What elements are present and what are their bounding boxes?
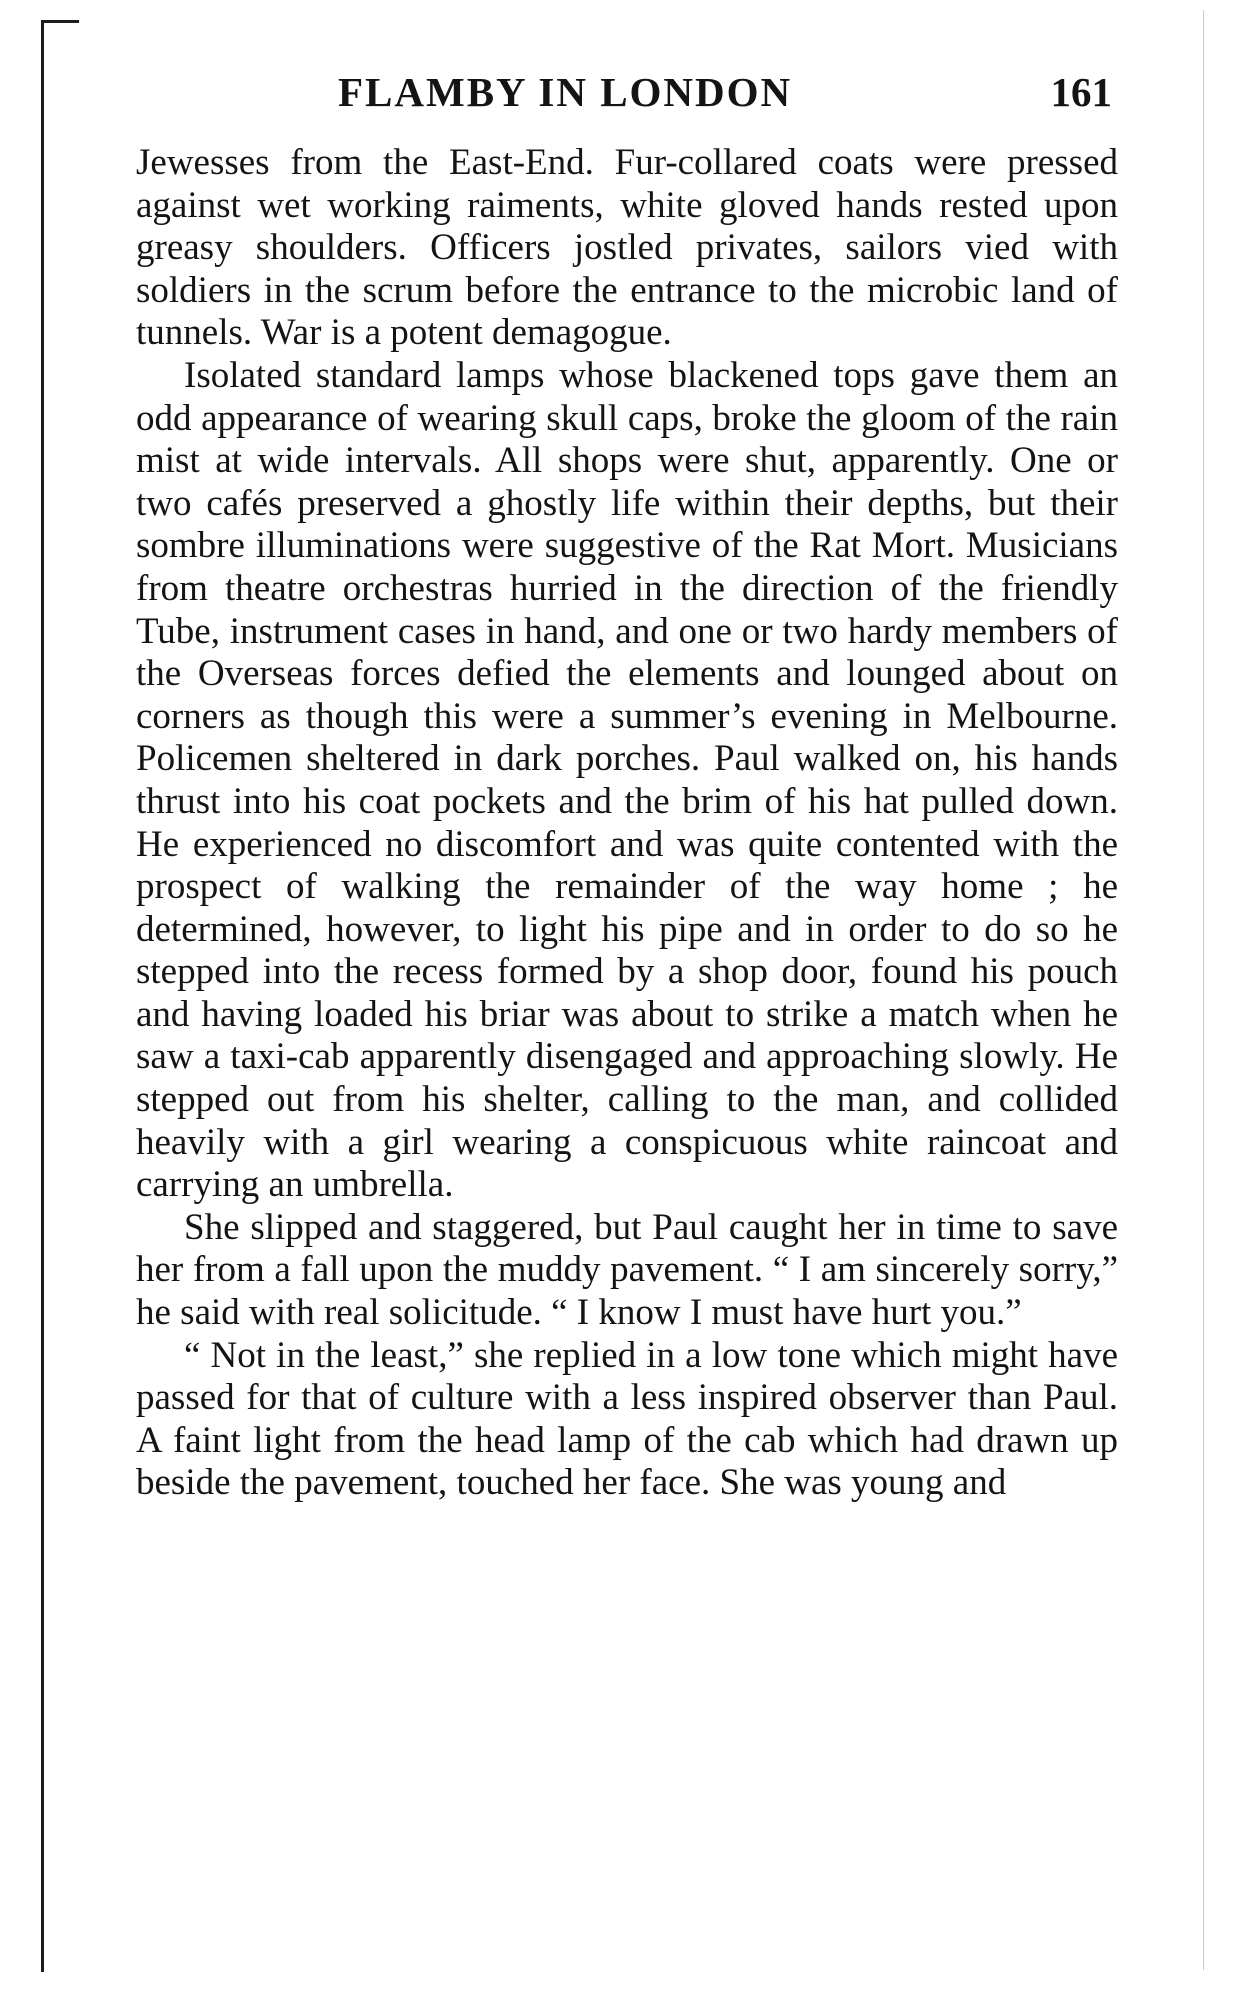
paragraph: Jewesses from the East-End. Fur-collared coats were pressed against wet working raiments, white gloved hands rested upon greasy shoulders. Officers jostled privates, sailors vied with soldiers in the scrum before the entrance to the microbic land of tunnels. War is a potent demagogue. <box>136 142 1118 354</box>
scan-edge-left <box>41 22 44 1972</box>
scan-edge-top <box>41 20 79 23</box>
body-text <box>136 142 1118 1505</box>
paragraph: Isolated standard lamps whose blackened tops gave them an odd appearance of wearing skull caps, broke the gloom of the rain mist at wide intervals. All shops were shut, apparently. One or two cafés preserved a ghostly life within their depths, but their sombre illuminations were suggestive of the Rat Mort. Musicians from theatre orchestras hurried in the direction of the friendly Tube, instrument cases in hand, and one or two hardy members of the Overseas forces defied the elements and lounged about on corners as though this were a summer’s evening in Melbourne. Policemen sheltered in dark porches. Paul walked on, his hands thrust into his coat pockets and the brim of his hat pulled down. He experienced no discomfort and was quite contented with the prospect of walking the remainder of the way home ; he determined, however, to light his pipe and in order to do so he stepped into the recess formed by a shop door, found his pouch and having loaded his briar was about to strike a match when he saw a taxi-cab apparently disengaged and approaching slowly. He stepped out from his shelter, calling to the man, and collided heavily with a girl wearing a conspicuous white raincoat and carrying an umbrella. <box>136 354 1118 1206</box>
running-head <box>136 64 1120 120</box>
paragraph: “ Not in the least,” she replied in a low tone which might have passed for that of culture with a less inspired observer than Paul. A faint light from the head lamp of the cab which had drawn up beside the pavement, touched her face. She was young and <box>136 1334 1118 1504</box>
running-title: FLAMBY IN LONDON <box>338 69 793 115</box>
scan-edge-right <box>1203 10 1204 1970</box>
paragraph: She slipped and staggered, but Paul caught her in time to save her from a fall upon the muddy pavement. “ I am sincerely sorry,” he said with real solicitude. “ I know I must have hurt you.” <box>136 1206 1118 1334</box>
page-number: 161 <box>1050 69 1112 115</box>
